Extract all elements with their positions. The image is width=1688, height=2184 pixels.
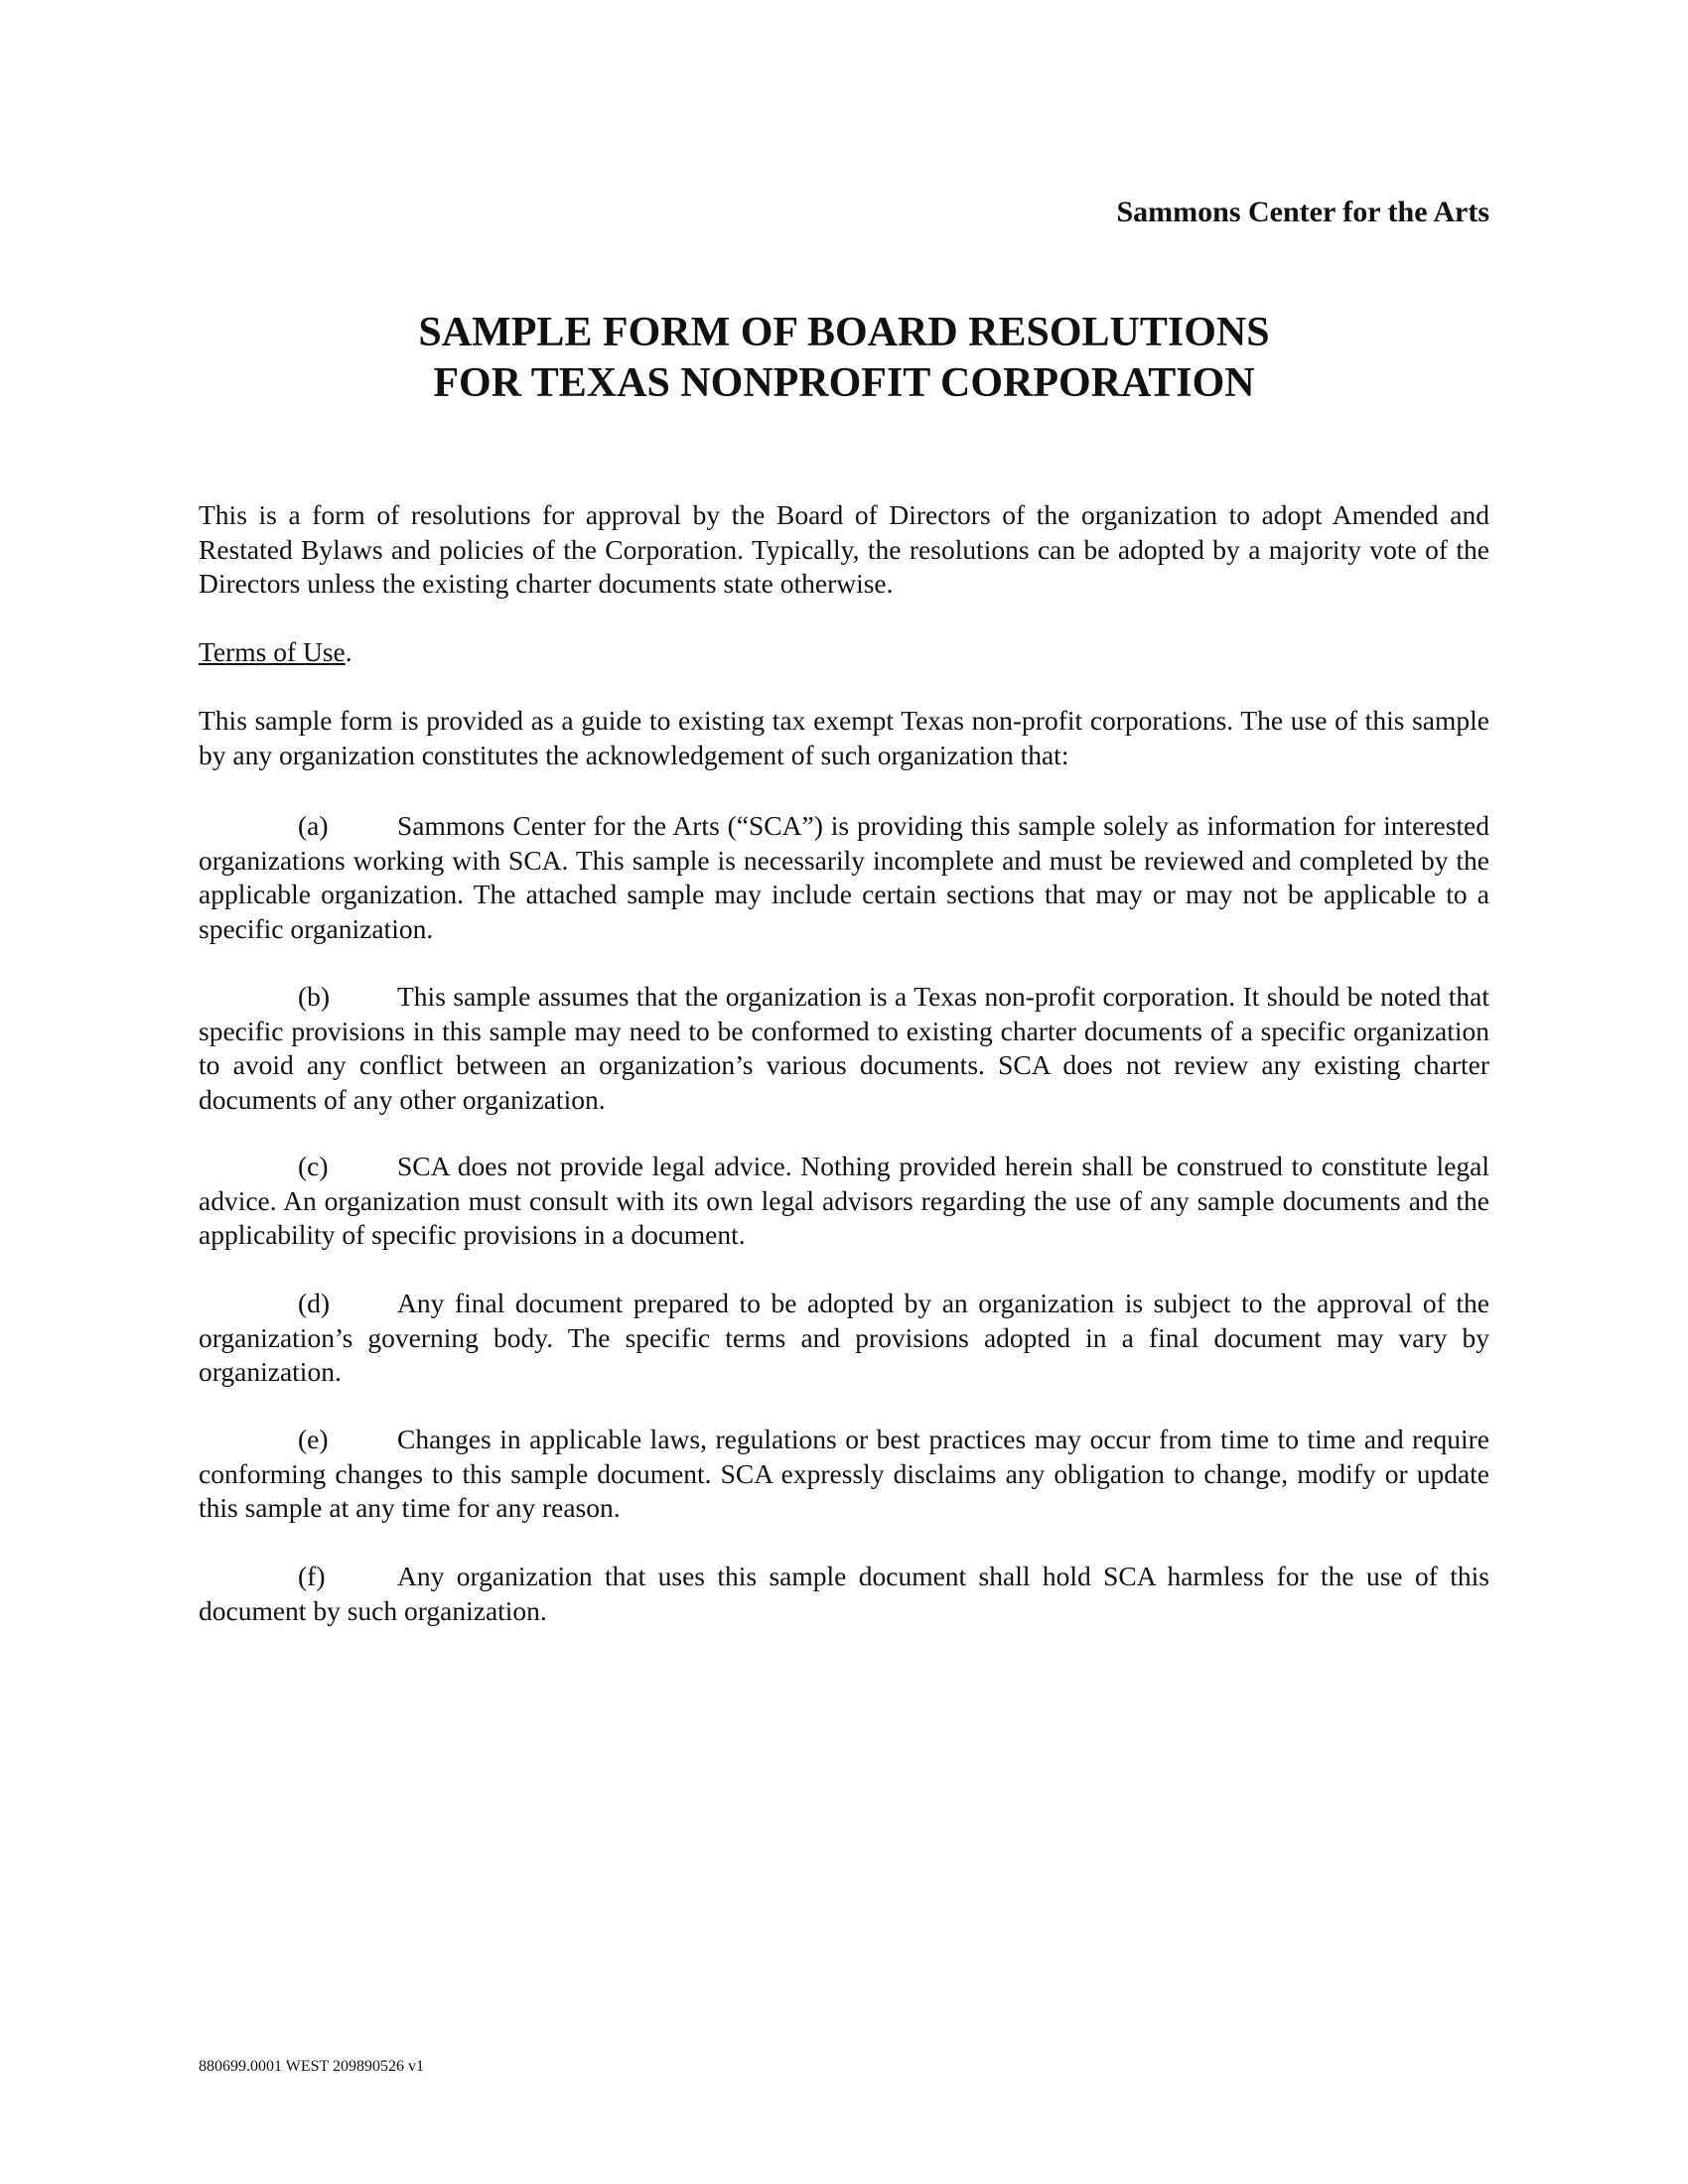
item-label: (e) <box>298 1424 329 1454</box>
item-label: (a) <box>298 810 329 841</box>
item-label: (d) <box>298 1288 331 1318</box>
terms-of-use-period: . <box>345 636 352 667</box>
item-label: (b) <box>298 981 331 1012</box>
terms-item-e <box>199 1423 1489 1526</box>
terms-item-a <box>199 809 1489 946</box>
intro-paragraph: This is a form of resolutions for approval by the Board of Directors of the organization to adopt Amended and Restated Bylaws and policies of the Corporation. Typically, the resolutions can be adopted by a majority vote of the Directors unless the existing charter documents state otherwise. <box>199 499 1489 600</box>
item-text: Any final document prepared to be adopted by an organization is subject to the approval of the organization’s governing body. The specific terms and provisions adopted in a final document may vary by organization. <box>199 1288 1489 1388</box>
title-line-2: FOR TEXAS NONPROFIT CORPORATION <box>433 360 1255 406</box>
terms-of-use-label: Terms of Use <box>199 636 346 667</box>
item-text: Changes in applicable laws, regulations or best practices may occur from time to time and require conforming changes to this sample document. SCA expressly disclaims any obligation to change, modify or update this sample at any time for any reason. <box>199 1424 1489 1524</box>
document-id-footer: 880699.0001 WEST 209890526 v1 <box>199 2058 424 2075</box>
item-text: SCA does not provide legal advice. Nothing provided herein shall be construed to constitute legal advice. An organization must consult with its own legal advisors regarding the use of any sample documents and the applicability of specific provisions in a document. <box>199 1151 1489 1251</box>
item-text: This sample assumes that the organization is a Texas non-profit corporation. It should be noted that specific provisions in this sample may need to be conformed to existing charter documents of a specific organization to avoid any conflict between an organization’s various documents. SCA does not review any existing charter documents of any other organization. <box>199 981 1489 1115</box>
terms-item-d <box>199 1287 1489 1390</box>
terms-item-c <box>199 1150 1489 1253</box>
terms-item-f <box>199 1560 1489 1628</box>
item-label: (f) <box>298 1561 326 1591</box>
terms-intro-paragraph: This sample form is provided as a guide to existing tax exempt Texas non-profit corporations. The use of this sample by any organization constitutes the acknowledgement of such organization that: <box>199 705 1489 770</box>
terms-item-b <box>199 980 1489 1117</box>
organization-header: Sammons Center for the Arts <box>1116 196 1489 228</box>
item-label: (c) <box>298 1151 329 1181</box>
item-text: Sammons Center for the Arts (“SCA”) is providing this sample solely as information for interested organizations working with SCA. This sample is necessarily incomplete and must be reviewed and completed by the applicable organization. The attached sample may include certain sections that may or may not be applicable to a specific organization. <box>199 810 1489 944</box>
terms-of-use-heading <box>199 635 1489 670</box>
document-title <box>199 308 1489 409</box>
item-text: Any organization that uses this sample document shall hold SCA harmless for the use of this document by such organization. <box>199 1561 1489 1626</box>
title-line-1: SAMPLE FORM OF BOARD RESOLUTIONS <box>418 310 1270 355</box>
